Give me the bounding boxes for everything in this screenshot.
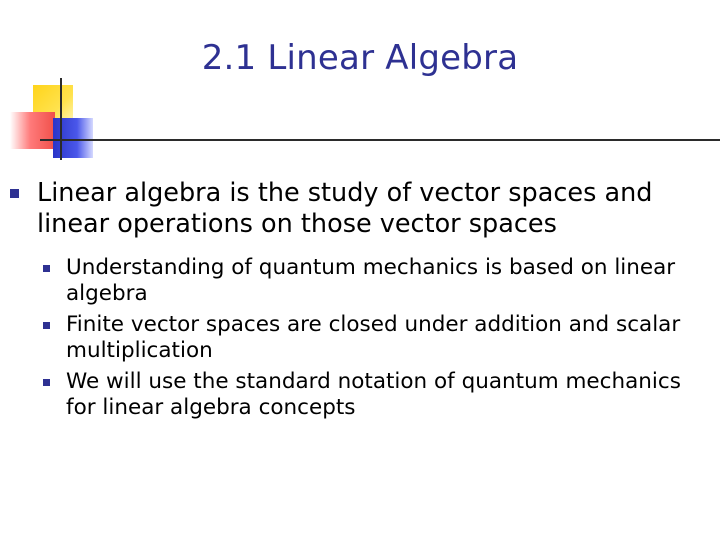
slide-content [0,178,720,426]
sub-bullet-text: Understanding of quantum mechanics is based on linear algebra [66,255,676,306]
title-underline [40,139,720,141]
bullet-text: Linear algebra is the study of vector spaces and linear operations on those vector spaces [37,178,653,239]
bullet-item [0,178,680,240]
decorative-red-square [10,112,55,149]
sub-bullet-item [0,312,700,364]
sub-bullet-text: Finite vector spaces are closed under addition and scalar multiplication [66,312,681,363]
decorative-blue-square [53,118,93,158]
sub-bullet-item [0,369,700,421]
square-bullet-icon [43,322,50,329]
sub-bullet-item [0,255,700,307]
decorative-vertical-line [60,78,62,160]
slide-title: 2.1 Linear Algebra [201,38,519,78]
sub-bullet-list [0,255,720,421]
square-bullet-icon [10,189,19,198]
square-bullet-icon [43,265,50,272]
sub-bullet-text: We will use the standard notation of quantum mechanics for linear algebra concepts [66,369,681,420]
square-bullet-icon [43,379,50,386]
